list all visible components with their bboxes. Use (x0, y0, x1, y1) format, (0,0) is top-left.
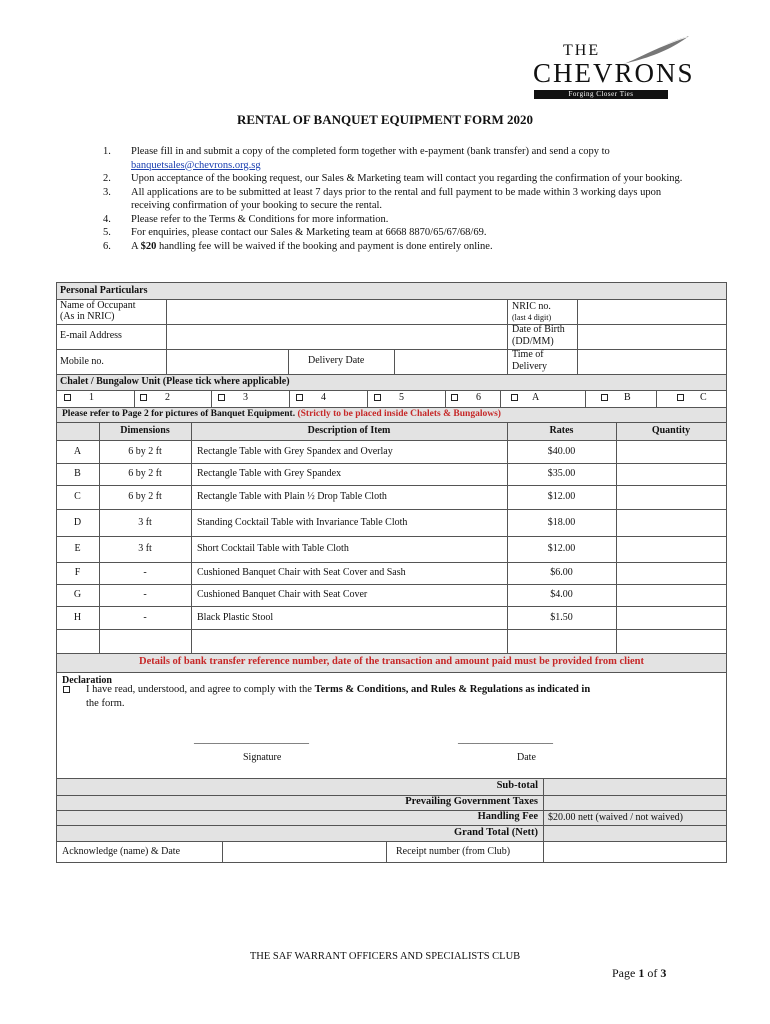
item-code: A (73, 445, 82, 457)
item-dimensions: - (143, 567, 147, 578)
date-line[interactable]: ___________________ (458, 734, 553, 745)
email-field[interactable] (167, 325, 507, 349)
item-rate: $35.00 (547, 468, 576, 479)
item-code: E (74, 543, 81, 554)
page-number: Page 1 of 3 (612, 966, 667, 980)
occupant-field[interactable] (167, 300, 507, 324)
declaration-checkbox[interactable] (63, 684, 74, 695)
delivery-time-sublabel: Delivery (512, 361, 547, 372)
unit-checkbox-a[interactable]: A (511, 392, 539, 403)
instructions-list (103, 145, 683, 253)
bank-transfer-note: Details of bank transfer reference number, date of the transaction and amount paid must be provided from client (139, 656, 644, 667)
handling-fee-label: Handling Fee (477, 811, 538, 822)
item-description: Black Plastic Stool (197, 611, 274, 623)
item-quantity-field[interactable] (617, 537, 726, 562)
declaration-header: Declaration (62, 675, 112, 686)
nric-sublabel: (last 4 digit) (512, 313, 552, 322)
unit-checkbox-2[interactable]: 2 (140, 392, 170, 403)
item-dimensions: 3 ft (138, 516, 152, 528)
mobile-label: Mobile no. (60, 356, 104, 367)
unit-checkbox-4[interactable]: 4 (296, 392, 326, 403)
unit-checkbox-3[interactable]: 3 (218, 392, 248, 403)
unit-checkbox-1[interactable]: 1 (64, 392, 94, 403)
item-rate: $1.50 (550, 611, 573, 623)
item-description: Rectangle Table with Grey Spandex and Overlay (197, 445, 393, 457)
dob-sublabel: (DD/MM) (512, 336, 554, 347)
unit-checkbox-b[interactable]: B (601, 392, 631, 403)
item-quantity-field[interactable] (617, 464, 726, 485)
nric-label: NRIC no. (512, 301, 551, 312)
item-rate: $40.00 (547, 445, 576, 457)
acknowledge-label: Acknowledge (name) & Date (62, 846, 181, 857)
item-code: B (74, 468, 81, 479)
item-quantity-field[interactable] (617, 510, 726, 536)
item-quantity-field[interactable] (617, 585, 726, 606)
item-rate: $4.00 (550, 589, 573, 600)
item-dimensions: - (143, 611, 147, 623)
delivery-time-field[interactable] (578, 350, 726, 374)
item-code: C (74, 491, 81, 502)
logo-name: CHEVRONS (533, 58, 695, 88)
unit-checkbox-5[interactable]: 5 (374, 392, 404, 403)
declaration-text: I have read, understood, and agree to comply with the Terms & Conditions, and Rules & Regulations as indicated in the form. (86, 684, 591, 709)
handling-fee-value: $20.00 nett (waived / not waived) (548, 812, 683, 823)
receipt-label: Receipt number (from Club) (396, 846, 511, 857)
logo-the: THE (563, 42, 601, 59)
personal-header: Personal Particulars (60, 285, 148, 296)
col-description: Description of Item (307, 425, 391, 436)
delivery-date-label: Delivery Date (308, 355, 365, 366)
email-link[interactable]: banquetsales@chevrons.org.sg (131, 159, 261, 171)
item-description: Cushioned Banquet Chair with Seat Cover (197, 589, 368, 600)
signature-label: Signature (243, 752, 282, 763)
item-code: D (73, 516, 82, 528)
item-dimensions: 6 by 2 ft (128, 491, 162, 502)
form-title: RENTAL OF BANQUET EQUIPMENT FORM 2020 (236, 112, 534, 127)
date-label: Date (517, 752, 536, 763)
item-rate: $12.00 (547, 543, 576, 554)
club-footer: THE SAF WARRANT OFFICERS AND SPECIALISTS CLUB (249, 951, 521, 962)
club-logo (533, 36, 718, 100)
equipment-note: Please refer to Page 2 for pictures of Banquet Equipment. (Strictly to be placed inside Chalets & Bungalows) (62, 409, 501, 419)
col-quantity: Quantity (651, 425, 691, 436)
dob-field[interactable] (578, 325, 726, 349)
instruction-item: 2. Upon acceptance of the booking request, our Sales & Marketing team will contact you regarding the confirmation of your booking. (103, 173, 683, 184)
occupant-sublabel: (As in NRIC) (60, 311, 115, 322)
item-dimensions: 6 by 2 ft (128, 468, 162, 479)
item-quantity-field[interactable] (617, 486, 726, 509)
item-dimensions: 6 by 2 ft (128, 445, 162, 457)
item-description: Rectangle Table with Grey Spandex (197, 468, 342, 479)
subtotal-label: Sub-total (496, 780, 538, 791)
item-code: F (74, 567, 81, 578)
gov-tax-label: Prevailing Government Taxes (405, 796, 538, 807)
item-dimensions: - (143, 589, 147, 600)
instruction-item: 3. All applications are to be submitted at least 7 days prior to the rental and full payment to be made within 3 working days upon receiving confirmation of your booking to secure the rental. (103, 186, 662, 211)
item-code: H (73, 611, 82, 623)
unit-checkbox-6[interactable]: 6 (451, 392, 481, 403)
instruction-item: 6. A $20 handling fee will be waived if the booking and payment is done entirely online. (103, 240, 493, 252)
nric-field[interactable] (578, 300, 726, 324)
item-rate: $18.00 (547, 516, 576, 528)
instruction-item: 1. Please fill in and submit a copy of the completed form together with e-payment (bank transfer) and send a copy to banquetsales@chevrons.org.sg (103, 146, 610, 171)
units-header: Chalet / Bungalow Unit (Please tick where applicable) (60, 376, 290, 387)
rental-form (56, 282, 727, 863)
logo-tagline: Forging Closer Ties (534, 90, 668, 99)
instruction-item: 4. Please refer to the Terms & Conditions for more information. (103, 213, 389, 225)
item-rate: $12.00 (547, 491, 576, 502)
occupant-label: Name of Occupant (60, 300, 136, 311)
item-description: Rectangle Table with Plain ½ Drop Table Cloth (197, 491, 387, 502)
item-quantity-field[interactable] (617, 441, 726, 463)
item-description: Short Cocktail Table with Table Cloth (197, 543, 349, 554)
email-label: E-mail Address (60, 330, 122, 341)
item-rate: $6.00 (550, 567, 573, 578)
instruction-item: 5. For enquiries, please contact our Sales & Marketing team at 6668 8870/65/67/68/69. (103, 227, 487, 238)
delivery-time-label: Time of (512, 349, 544, 360)
item-dimensions: 3 ft (138, 543, 152, 554)
delivery-date-field[interactable] (395, 350, 507, 374)
dob-label: Date of Birth (512, 324, 565, 335)
col-rates: Rates (549, 425, 574, 436)
mobile-field[interactable] (167, 350, 288, 374)
grand-total-label: Grand Total (Nett) (454, 827, 538, 838)
unit-checkbox-c[interactable]: C (677, 392, 707, 403)
item-description: Cushioned Banquet Chair with Seat Cover and Sash (197, 567, 406, 578)
item-description: Standing Cocktail Table with Invariance Table Cloth (197, 516, 408, 528)
signature-line[interactable]: _______________________ (194, 734, 309, 745)
item-quantity-field[interactable] (617, 563, 726, 584)
item-quantity-field[interactable] (617, 607, 726, 629)
col-dimensions: Dimensions (120, 425, 170, 436)
item-code: G (73, 589, 82, 600)
